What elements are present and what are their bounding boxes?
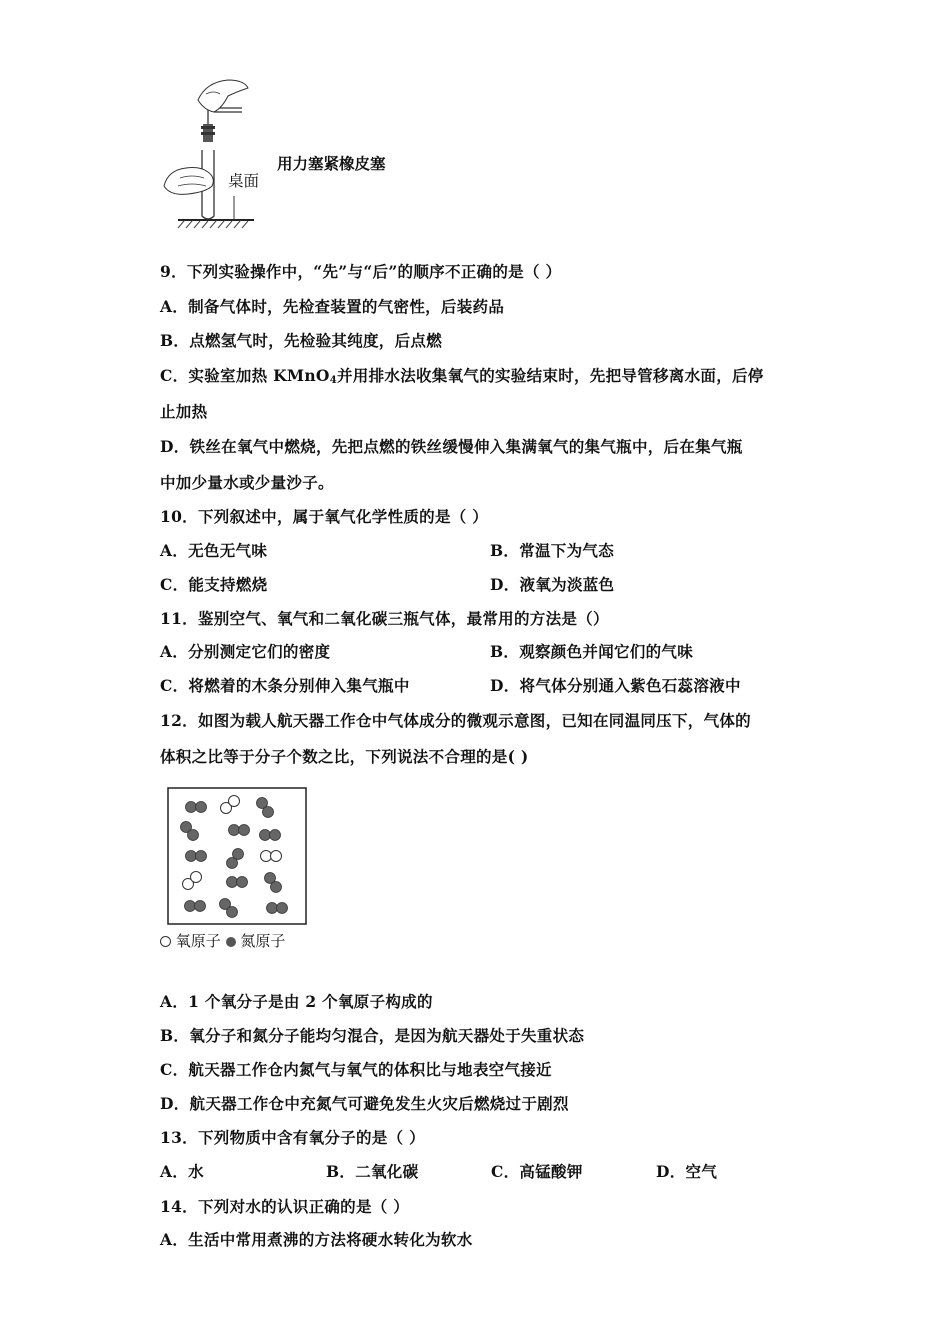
q9-option-d-cont: 中加少量水或少量沙子。: [160, 473, 334, 492]
q9-option-c: C．实验室加热 KMnO$_4$并用排水法收集氧气的实验结束时，先把导管移离水面，后停: [160, 366, 764, 386]
q12-option-a: A．1 个氧分子是由 2 个氧原子构成的: [160, 992, 433, 1011]
q9-option-a: A．制备气体时，先检查装置的气密性，后装药品: [160, 297, 505, 316]
q9-option-b: B．点燃氢气时，先检验其纯度，后点燃: [160, 331, 443, 350]
q14-stem: 14．下列对水的认识正确的是（ ）: [160, 1197, 410, 1216]
q10-stem: 10．下列叙述中，属于氧气化学性质的是（ ）: [160, 507, 489, 526]
q12-option-c: C．航天器工作仓内氮气与氧气的体积比与地表空气接近: [160, 1060, 552, 1079]
q11-option-b: B．观察颜色并闻它们的气味: [490, 642, 694, 661]
nitrogen-atom-icon: [226, 937, 236, 947]
q12-option-b: B．氧分子和氮分子能均匀混合，是因为航天器处于失重状态: [160, 1026, 585, 1045]
legend-nitrogen-label: 氮原子: [240, 932, 286, 950]
q13-option-c: C．高锰酸钾: [491, 1162, 583, 1181]
q11-stem: 11．鉴别空气、氧气和二氧化碳三瓶气体，最常用的方法是（）: [160, 609, 609, 628]
diagram-legend: [160, 930, 285, 951]
q9-option-d: D．铁丝在氧气中燃烧，先把点燃的铁丝缓慢伸入集满氧气的集气瓶中，后在集气瓶: [160, 437, 743, 456]
oxygen-atom-icon: [160, 936, 171, 947]
q10-option-b: B．常温下为气态: [490, 541, 615, 560]
q13-stem: 13．下列物质中含有氧分子的是（ ）: [160, 1128, 425, 1147]
q12-stem-line2: 体积之比等于分子个数之比，下列说法不合理的是( ): [160, 747, 529, 766]
q14-option-a: A．生活中常用煮沸的方法将硬水转化为软水: [160, 1230, 473, 1249]
q12-option-d: D．航天器工作仓中充氮气可避免发生火灾后燃烧过于剧烈: [160, 1094, 569, 1113]
figure-label-stopper: 用力塞紧橡皮塞: [277, 154, 386, 173]
q13-option-a: A．水: [160, 1162, 204, 1181]
q11-option-c: C．将燃着的木条分别伸入集气瓶中: [160, 676, 410, 695]
q10-option-a: A．无色无气味: [160, 541, 268, 560]
q9-stem: 9．下列实验操作中，“先”与“后”的顺序不正确的是（ ）: [160, 262, 562, 281]
q11-option-a: A．分别测定它们的密度: [160, 642, 331, 661]
q10-option-c: C．能支持燃烧: [160, 575, 268, 594]
q10-option-d: D．液氧为淡蓝色: [490, 575, 615, 594]
figure-label-desk: 桌面: [228, 172, 260, 190]
q11-option-d: D．将气体分别通入紫色石蕊溶液中: [490, 676, 741, 695]
q13-option-b: B．二氧化碳: [326, 1162, 419, 1181]
q12-stem-line1: 12．如图为载人航天器工作仓中气体成分的微观示意图，已知在同温同压下，气体的: [160, 711, 751, 730]
q13-option-d: D．空气: [656, 1162, 718, 1181]
q9-option-c-cont: 止加热: [160, 402, 208, 421]
test-tube-stopper-figure: [158, 78, 268, 238]
legend-oxygen-label: 氧原子: [175, 932, 221, 950]
